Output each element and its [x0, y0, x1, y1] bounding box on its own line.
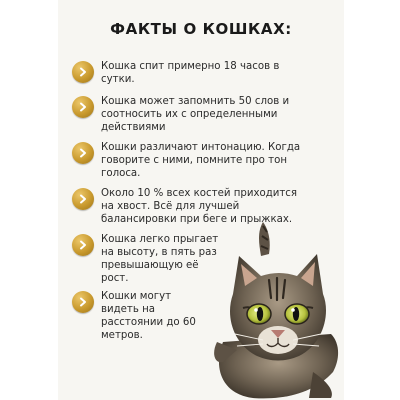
chevron-right-icon	[72, 142, 94, 164]
fact-text: Кошка может запомнить 50 слов и соотносить их с определенными действиями	[101, 96, 290, 133]
fact-text: Около 10 % всех костей приходится на хвост. Всё для лучшей балансировки при беге и прыжках.	[101, 188, 298, 225]
page-title: ФАКТЫ О КОШКАХ:	[110, 20, 292, 38]
fact-item	[72, 233, 222, 285]
chevron-right-icon	[72, 291, 94, 313]
cat-illustration	[213, 222, 343, 400]
chevron-right-icon	[72, 234, 94, 256]
fact-item	[72, 60, 337, 86]
fact-text: Кошка спит примерно 18 часов в сутки.	[101, 61, 280, 85]
chevron-right-icon	[72, 96, 94, 118]
facts-card	[58, 0, 344, 400]
fact-text: Кошка легко прыгает на высоту, в пять раз превышающую её рост.	[101, 234, 219, 284]
fact-item	[72, 141, 337, 180]
fact-item	[72, 187, 337, 226]
fact-text: Кошки могут видеть на расстоянии до 60 метров.	[101, 291, 196, 341]
chevron-right-icon	[72, 61, 94, 83]
fact-item	[72, 95, 337, 134]
fact-item	[72, 290, 222, 342]
chevron-right-icon	[72, 188, 94, 210]
fact-text: Кошки различают интонацию. Когда говорите с ними, помните про тон голоса.	[101, 142, 301, 179]
